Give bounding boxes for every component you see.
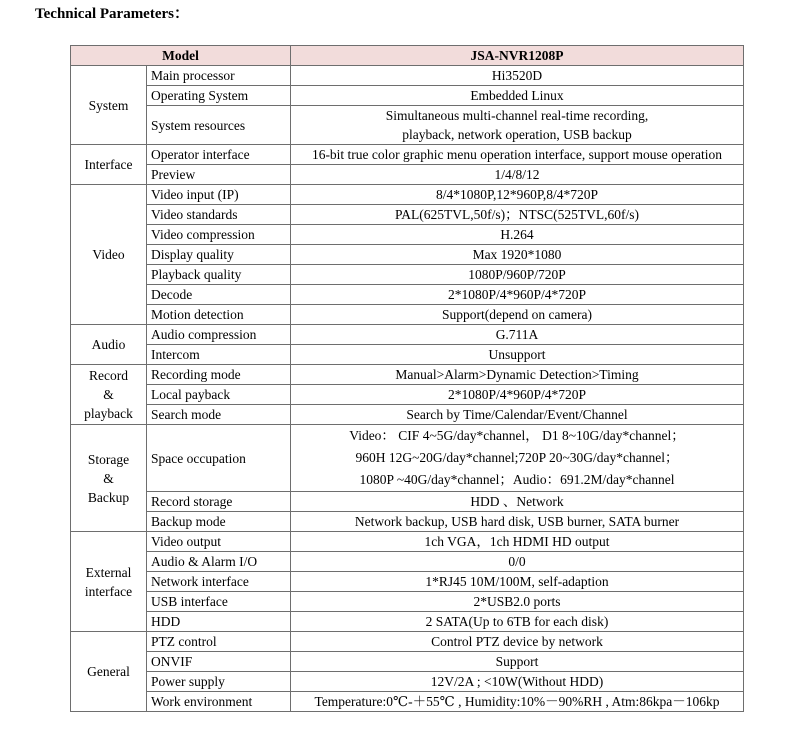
- table-row: [71, 205, 744, 225]
- table-row: [71, 552, 744, 572]
- table-row: [71, 185, 744, 205]
- parameter-value: Support(depend on camera): [291, 305, 744, 325]
- parameter-name: Display quality: [147, 245, 291, 265]
- category-cell: Audio: [71, 325, 147, 365]
- table-header-row: [71, 46, 744, 66]
- category-cell: Video: [71, 185, 147, 325]
- table-row: [71, 86, 744, 106]
- parameter-value: G.711A: [291, 325, 744, 345]
- parameter-name: Power supply: [147, 672, 291, 692]
- page-heading: Technical Parameters：: [35, 6, 189, 22]
- parameter-value: 2 SATA(Up to 6TB for each disk): [291, 612, 744, 632]
- parameter-name: Decode: [147, 285, 291, 305]
- table-body: [71, 66, 744, 712]
- parameter-name: Audio compression: [147, 325, 291, 345]
- table-row: [71, 225, 744, 245]
- table-row: [71, 305, 744, 325]
- table-row: [71, 285, 744, 305]
- model-header: Model: [71, 46, 291, 66]
- category-cell: General: [71, 632, 147, 712]
- table-row: [71, 145, 744, 165]
- parameter-value: Search by Time/Calendar/Event/Channel: [291, 405, 744, 425]
- table-row: [71, 365, 744, 385]
- parameter-name: Preview: [147, 165, 291, 185]
- technical-parameters-table: [70, 45, 744, 712]
- table-row: [71, 106, 744, 145]
- parameter-name: HDD: [147, 612, 291, 632]
- parameter-name: Search mode: [147, 405, 291, 425]
- parameter-value: Manual>Alarm>Dynamic Detection>Timing: [291, 365, 744, 385]
- table-row: [71, 612, 744, 632]
- parameter-name: Motion detection: [147, 305, 291, 325]
- table-row: [71, 385, 744, 405]
- table-row: [71, 532, 744, 552]
- parameter-value: PAL(625TVL,50f/s)；NTSC(525TVL,60f/s): [291, 205, 744, 225]
- parameter-value: Simultaneous multi-channel real-time recording, playback, network operation, USB backup: [291, 106, 744, 145]
- parameter-name: Intercom: [147, 345, 291, 365]
- parameter-value: Hi3520D: [291, 66, 744, 86]
- category-cell: Record & playback: [71, 365, 147, 425]
- parameter-value: Video： CIF 4~5G/day*channel， D1 8~10G/day*channel； 960H 12G~20G/day*channel;720P 20~30G/day*channel； 1080P ~40G/day*channel；Audio：691.2M/day*channel: [291, 425, 744, 492]
- parameter-value: 1ch VGA，1ch HDMI HD output: [291, 532, 744, 552]
- parameter-name: Operating System: [147, 86, 291, 106]
- parameter-name: Space occupation: [147, 425, 291, 492]
- table-row: [71, 325, 744, 345]
- parameter-name: Video standards: [147, 205, 291, 225]
- parameter-value: 1*RJ45 10M/100M, self-adaption: [291, 572, 744, 592]
- parameter-value: Embedded Linux: [291, 86, 744, 106]
- table-row: [71, 345, 744, 365]
- table-row: [71, 66, 744, 86]
- parameter-value: 8/4*1080P,12*960P,8/4*720P: [291, 185, 744, 205]
- parameter-name: Network interface: [147, 572, 291, 592]
- category-cell: System: [71, 66, 147, 145]
- parameter-name: Video input (IP): [147, 185, 291, 205]
- parameter-value: Unsupport: [291, 345, 744, 365]
- parameter-name: Playback quality: [147, 265, 291, 285]
- table-row: [71, 572, 744, 592]
- table-row: [71, 692, 744, 712]
- category-cell: Storage & Backup: [71, 425, 147, 532]
- parameter-name: System resources: [147, 106, 291, 145]
- parameter-name: Video compression: [147, 225, 291, 245]
- table-row: [71, 265, 744, 285]
- parameter-value: 16-bit true color graphic menu operation interface, support mouse operation: [291, 145, 744, 165]
- table-row: [71, 425, 744, 492]
- parameter-name: Main processor: [147, 66, 291, 86]
- parameter-name: Local payback: [147, 385, 291, 405]
- parameter-value: 2*1080P/4*960P/4*720P: [291, 385, 744, 405]
- parameter-name: ONVIF: [147, 652, 291, 672]
- table-row: [71, 165, 744, 185]
- table-row: [71, 512, 744, 532]
- parameter-name: Operator interface: [147, 145, 291, 165]
- parameter-value: Support: [291, 652, 744, 672]
- category-cell: Interface: [71, 145, 147, 185]
- table-row: [71, 245, 744, 265]
- parameter-name: Recording mode: [147, 365, 291, 385]
- category-cell: External interface: [71, 532, 147, 632]
- parameter-value: Max 1920*1080: [291, 245, 744, 265]
- parameter-value: 2*USB2.0 ports: [291, 592, 744, 612]
- parameter-value: 0/0: [291, 552, 744, 572]
- parameter-value: Control PTZ device by network: [291, 632, 744, 652]
- parameter-name: Audio & Alarm I/O: [147, 552, 291, 572]
- parameter-value: 1/4/8/12: [291, 165, 744, 185]
- parameter-value: HDD 、Network: [291, 492, 744, 512]
- parameter-value: 2*1080P/4*960P/4*720P: [291, 285, 744, 305]
- table-row: [71, 492, 744, 512]
- parameter-value: H.264: [291, 225, 744, 245]
- table-row: [71, 672, 744, 692]
- model-value-header: JSA-NVR1208P: [291, 46, 744, 66]
- parameter-name: USB interface: [147, 592, 291, 612]
- parameter-value: 12V/2A ; <10W(Without HDD): [291, 672, 744, 692]
- parameter-name: Record storage: [147, 492, 291, 512]
- table-row: [71, 632, 744, 652]
- parameter-value: Network backup, USB hard disk, USB burner, SATA burner: [291, 512, 744, 532]
- parameter-name: Backup mode: [147, 512, 291, 532]
- parameter-name: Work environment: [147, 692, 291, 712]
- table-row: [71, 405, 744, 425]
- parameter-name: PTZ control: [147, 632, 291, 652]
- parameter-name: Video output: [147, 532, 291, 552]
- parameter-value: 1080P/960P/720P: [291, 265, 744, 285]
- table-row: [71, 652, 744, 672]
- parameter-value: Temperature:0℃-＋55℃ , Humidity:10%－90%RH , Atm:86kpa－106kp: [291, 692, 744, 712]
- table-row: [71, 592, 744, 612]
